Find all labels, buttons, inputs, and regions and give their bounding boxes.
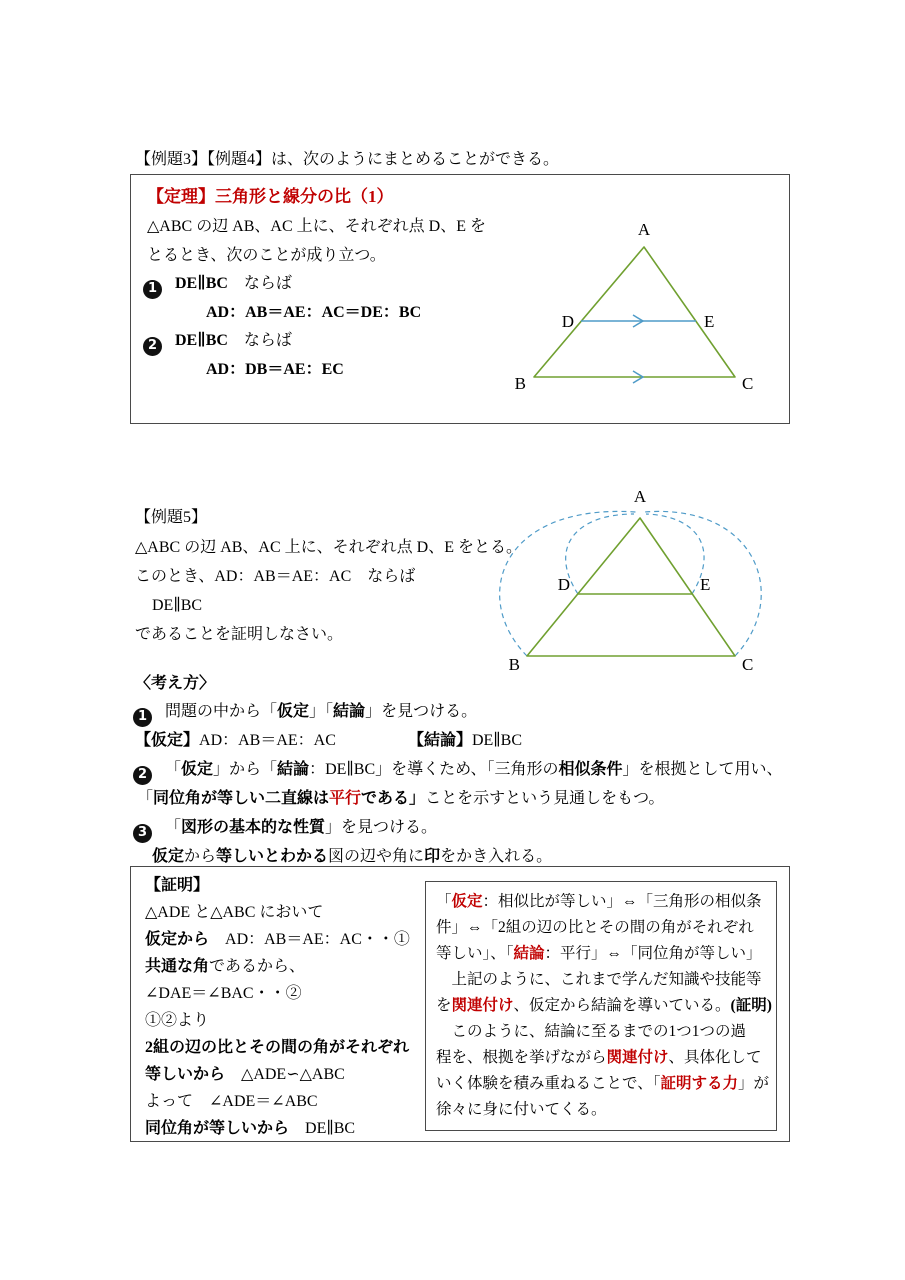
text-segment: 仮定から [145, 931, 210, 948]
hypothesis-conclusion-line [135, 731, 522, 751]
text-line [436, 941, 766, 967]
text-segment: 」から「 [213, 761, 278, 778]
approach-step-3-note [152, 847, 552, 867]
theorem-item-2 [143, 331, 292, 356]
text-segment: 等しい」、「 [436, 945, 514, 962]
approach-step-3-text [165, 819, 437, 836]
text-segment: 【証明】 [145, 877, 210, 894]
text-segment: であるから、 [209, 958, 306, 975]
vertex-label-b: B [508, 655, 520, 674]
circled-3-marker: 3 [133, 824, 152, 843]
text-line [145, 1088, 410, 1115]
text-segment: 証明する力 [660, 1075, 738, 1092]
text-segment: 」を根拠として用い、 [622, 761, 783, 778]
ratio-arc-d-to-a [566, 514, 634, 594]
text-segment: 印 [424, 848, 441, 865]
text-segment: 「 [165, 819, 182, 836]
text-segment: 結論 [277, 761, 310, 778]
text-segment: 等しいとわかる [216, 848, 329, 865]
text-line [436, 967, 766, 993]
vertex-label-d: D [557, 575, 570, 594]
example5-line-1: △ABC の辺 AB、AC 上に、それぞれ点 D、E をとる。 [135, 539, 522, 556]
approach-step-3 [133, 818, 437, 843]
text-segment: 」「 [309, 703, 334, 720]
approach-step-2-text [165, 761, 783, 778]
example5-line-2: このとき、AD：AB＝AE：AC ならば [135, 568, 416, 585]
text-segment: 「 [137, 790, 154, 807]
text-segment: ①②より [145, 1012, 210, 1029]
text-line [436, 1071, 769, 1097]
text-segment: 「 [436, 893, 452, 910]
theorem-box [130, 174, 790, 424]
approach-step-2-continued [137, 789, 664, 809]
approach-step-2 [133, 760, 783, 785]
text-segment: 仮定 [451, 893, 483, 910]
text-segment: (証明) [730, 997, 772, 1014]
text-line [436, 1019, 766, 1045]
text-line [436, 889, 766, 915]
text-segment: よって ∠ADE＝∠ABC [145, 1093, 318, 1110]
text-line [145, 899, 410, 926]
text-segment: 共通な角 [145, 958, 210, 975]
theorem-item-1 [143, 274, 292, 299]
theorem-item-2-formula: AD：DB＝AE：EC [206, 361, 344, 378]
text-segment: ことを示すという見通しをもつ。 [425, 790, 665, 807]
text-segment: △ADE∽△ABC [225, 1066, 345, 1083]
text-segment: AD：AB＝AE：AC [199, 732, 336, 749]
approach-step-1-text [165, 703, 477, 720]
text-segment: 結論 [513, 945, 545, 962]
text-line [436, 915, 766, 941]
text-segment: 、具体化して [668, 1049, 762, 1066]
text-line [145, 1034, 410, 1061]
text-segment: DE∥BC [175, 275, 228, 292]
ratio-arc-e-to-a [646, 514, 704, 594]
text-segment: ならば [227, 275, 292, 292]
text-line [145, 1007, 410, 1034]
text-segment: DE∥BC [175, 332, 228, 349]
circled-2-marker: 2 [133, 766, 152, 785]
text-line [436, 1045, 766, 1071]
text-segment: 件」⇔「2組の辺の比とその間の角がそれぞれ [436, 919, 754, 936]
text-segment: を [436, 997, 452, 1014]
text-segment: いく体験を積み重ねることで、「 [436, 1075, 661, 1092]
circled-2-marker: 2 [143, 337, 162, 356]
text-line [145, 953, 410, 980]
text-segment: 徐々に身に付いてくる。 [436, 1101, 607, 1118]
text-segment: 同位角が等しい二直線は [153, 790, 330, 807]
text-line [145, 872, 410, 899]
text-segment: 図の辺や角に [328, 848, 425, 865]
text-segment: 仮定 [181, 761, 214, 778]
text-segment [336, 732, 416, 749]
text-segment: 、仮定から結論を導いている。 [513, 997, 731, 1014]
theorem-item-1-formula: AD：AB＝AE：AC＝DE：BC [206, 304, 422, 321]
vertex-label-b: B [514, 374, 526, 393]
text-segment: ：平行」⇔「同位角が等しい」 [544, 945, 762, 962]
text-segment: をかき入れる。 [440, 848, 553, 865]
text-segment: 上記のように、これまで学んだ知識や技能等 [436, 971, 762, 988]
text-line [145, 980, 410, 1007]
theorem-title: 【定理】三角形と線分の比（1） [147, 187, 394, 206]
vertex-label-c: C [742, 655, 754, 674]
approach-step-1 [133, 702, 477, 727]
text-segment: 」を見つける。 [365, 703, 478, 720]
text-segment: ならば [227, 332, 292, 349]
text-segment: 【結論】 [415, 732, 472, 749]
text-segment: ∠DAE＝∠BAC・・② [145, 985, 302, 1002]
text-segment: 関連付け [451, 997, 514, 1014]
text-line [145, 926, 410, 953]
approach-heading: 〈考え方〉 [135, 675, 216, 692]
text-segment: 相似条件 [558, 761, 623, 778]
theorem-body-line-1: △ABC の辺 AB、AC 上に、それぞれ点 D、E を [147, 218, 486, 235]
text-segment: 程を、根拠を挙げながら [436, 1049, 607, 1066]
vertex-label-e: E [704, 312, 715, 331]
vertex-label-a: A [637, 220, 651, 239]
theorem-body-line-2: とるとき、次のことが成り立つ。 [147, 247, 386, 264]
theorem-item-2-text [175, 332, 292, 349]
vertex-label-a: A [633, 487, 647, 506]
text-segment: 」を見つける。 [325, 819, 438, 836]
example5-line-3: DE∥BC [152, 597, 203, 614]
text-line [145, 1115, 410, 1142]
vertex-label-d: D [561, 312, 574, 331]
text-segment: AD：AB＝AE：AC・・① [209, 931, 410, 948]
text-segment: から [184, 848, 217, 865]
text-segment: ：DE∥BC」を導くため、「三角形の [309, 761, 559, 778]
text-line [436, 993, 772, 1019]
proof-text [145, 872, 410, 1142]
theorem-figure [496, 191, 786, 411]
text-segment: 仮定 [152, 848, 185, 865]
text-segment: 問題の中から「 [165, 703, 278, 720]
commentary-text [426, 882, 776, 1123]
theorem-item-1-text [175, 275, 292, 292]
text-segment: 図形の基本的な性質 [181, 819, 326, 836]
text-line [436, 1097, 766, 1123]
text-segment: DE∥BC [471, 732, 523, 749]
text-segment: である」 [361, 790, 426, 807]
text-segment: 【仮定】 [135, 732, 200, 749]
text-segment: 平行 [329, 790, 362, 807]
text-segment: 「 [165, 761, 182, 778]
intro-text: 【例題3】【例題4】は、次のようにまとめることができる。 [135, 151, 560, 168]
text-segment: △ADE と△ABC において [145, 904, 324, 921]
example5-figure [490, 478, 790, 678]
text-segment: DE∥BC [289, 1120, 356, 1137]
text-segment: 2組の辺の比とその間の角がそれぞれ [145, 1039, 410, 1056]
text-segment: 結論 [333, 703, 366, 720]
text-segment: 等しいから [145, 1066, 226, 1083]
text-segment: 仮定 [277, 703, 310, 720]
circled-1-marker: 1 [143, 280, 162, 299]
text-segment: ：相似比が等しい」⇔「三角形の相似条 [482, 893, 762, 910]
example5-line-4: であることを証明しなさい。 [135, 626, 344, 643]
text-segment: 関連付け [606, 1049, 669, 1066]
text-segment: このように、結論に至るまでの1つ1つの過 [436, 1023, 747, 1040]
text-segment: 」が [737, 1075, 769, 1092]
vertex-label-e: E [700, 575, 711, 594]
text-line [145, 1061, 410, 1088]
vertex-label-c: C [742, 374, 754, 393]
example5-title: 【例題5】 [135, 509, 208, 526]
commentary-box [425, 881, 777, 1131]
circled-1-marker: 1 [133, 708, 152, 727]
text-segment: 同位角が等しいから [145, 1120, 290, 1137]
proof-box [130, 866, 790, 1142]
